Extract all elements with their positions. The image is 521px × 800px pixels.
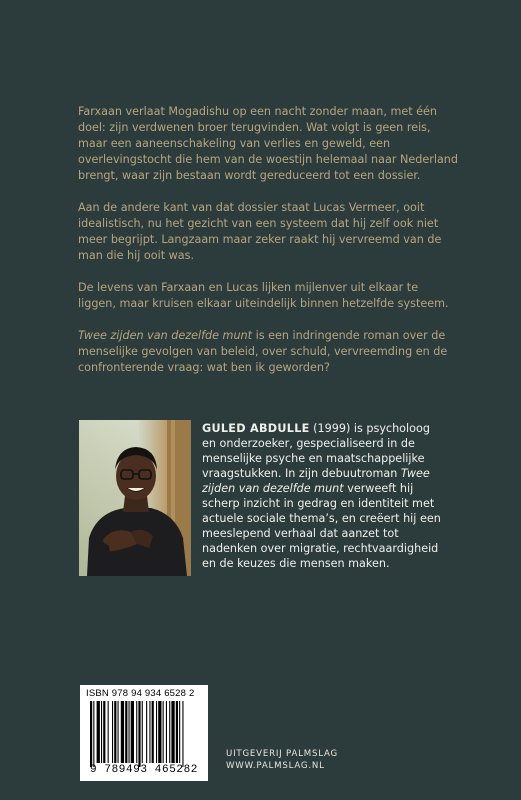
barcode-bar [146,701,147,763]
bio-book-title: Twee zijden van dezelfde munt [202,467,430,495]
isbn-barcode [80,685,208,781]
barcode-bar [156,701,157,763]
barcode-bar [142,701,143,763]
barcode-bar [163,701,164,763]
blurb-paragraph-2: Aan de andere kant van dat dossier staat Lucas Vermeer, ooit idealistisch, nu het gezicht van een systeem dat hij zelf ook niet meer begrijpt. Langzaam maar zeker raakt hij vervreemd van de man die hij ooit was. [78,201,442,262]
barcode-bar [129,701,130,763]
barcode-bar [138,701,140,767]
bio-text-1: (1999) is psycholoog en onderzoeker, gespecialiseerd in de menselijke psyche en maatschappelijke vraagstukken. In zijn debuutroman [202,422,430,480]
barcode-bar [176,701,178,763]
back-cover-blurb [78,104,458,392]
barcode-bar [101,701,102,763]
barcode-number: 9 789493 465282 [89,764,199,776]
barcode-bar [179,701,180,763]
author-bio [202,421,442,571]
barcode-bar [166,701,167,763]
book-title-italic: Twee zijden van dezelfde munt [78,329,253,342]
barcode-bar [149,701,150,763]
publisher-info [226,748,338,772]
publisher-url: WWW.PALMSLAG.NL [226,761,325,771]
barcode-bar [90,701,92,767]
barcode-bar [131,701,134,763]
barcode-bar [171,701,174,763]
barcode-bar [112,701,113,763]
bio-text-2: verweeft hij scherp inzicht in gedrag en identiteit met actuele sociale thema’s, en creëert hij een meeslepend verhaal dat aanzet tot nadenken over migratie, rechtvaardigheid en de keuzes die mensen maken. [202,482,441,570]
barcode-bar [118,701,119,763]
blurb-paragraph-1: Farxaan verlaat Mogadishu op een nacht zonder maan, met één doel: zijn verdwenen broer terugvinden. Wat volgt is geen reis, maar een aaneenschakeling van verlies en geweld, een overlevingstocht die hem van de woestijn helemaal naar Nederland brengt, waar zijn bestaan wordt gereduceerd tot een dossier. [78,105,458,182]
barcode-bar [97,701,100,763]
barcode-bar [93,701,94,767]
publisher-name: UITGEVERIJ PALMSLAG [226,749,338,759]
author-name: GULED ABDULLE [202,422,310,435]
blurb-paragraph-3: De levens van Farxaan en Lucas lijken mijlenver uit elkaar te liggen, maar kruisen elkaar uiteindelijk binnen hetzelfde systeem. [78,281,449,310]
barcode-bar [152,701,154,763]
barcode-bar [169,701,170,763]
blurb-paragraph-4 [78,328,458,376]
barcode-bar [108,701,109,763]
barcode-bar [182,701,183,767]
barcode-bar [158,701,161,763]
barcode-bar [114,701,116,763]
author-photo [79,420,191,576]
isbn-label: ISBN 978 94 934 6528 2 [86,688,195,699]
author-portrait-image [79,420,191,576]
blurb-paragraph-4-text: is een indringende roman over de menselijke gevolgen van beleid, over schuld, vervreemding en de confronterende vraag: wat ben ik geworden? [78,329,448,374]
barcode-bar [125,701,127,763]
barcode-bar [103,701,105,763]
barcode-bar [121,701,124,763]
barcode-bar [136,701,137,763]
